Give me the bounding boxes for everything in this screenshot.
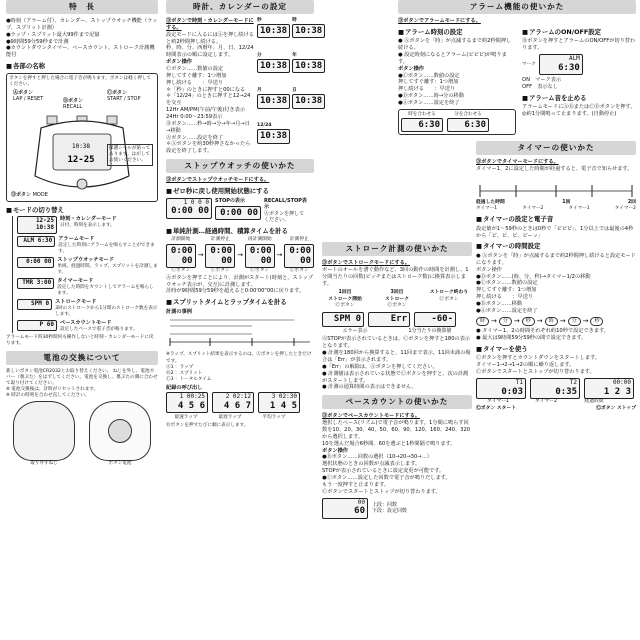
clock-diagram-label: 時 (292, 18, 297, 24)
mode-lcd-value: P 60 (39, 320, 54, 328)
arrow-icon: → (276, 251, 283, 260)
button-a-label: Ⓐボタン LAP / RESET (13, 89, 44, 103)
button-c-label: Ⓒボタン START / STOP (107, 89, 141, 103)
pace-op-item: もう一度押すと止まります。 (322, 481, 390, 488)
stroke-step-label: ストローク終わり (429, 290, 469, 296)
single-lcd-value: 0:00 00 (249, 245, 272, 267)
clock-op-item: 24Hr 0:00〜23:59表示 (166, 114, 223, 121)
alarm-set-item: ● Ⓐボタンを「時」が点滅するまで約2秒間押し続ける。 (398, 38, 512, 52)
clock-diagram-cell (257, 123, 290, 155)
timer-sub-row (476, 206, 636, 212)
timer-set-item: ●Ⓓボタン……(時、分、秒)→タイマー1/2の移動 (476, 273, 591, 280)
battery-illustration: ボタン電池 (89, 401, 151, 467)
single-step (205, 237, 235, 274)
arrow-icon: → (536, 316, 543, 325)
mode-lcd (17, 278, 54, 289)
mode-lcd-value: 0:00 00 (26, 257, 52, 265)
clock-diagram-label: 年 (292, 53, 297, 59)
timer-flow-step: 時 (545, 317, 558, 326)
clock-diagram-cell (257, 88, 290, 120)
stroke-note-item: ●「Err」の解除は、Ⓐボタンを押してください。 (322, 363, 438, 370)
section-header-features: 特 長 (6, 0, 158, 14)
mode-title: ■ モードの切り替え (6, 206, 158, 214)
single-step-lcd (284, 244, 314, 269)
mode-item (17, 257, 158, 276)
svg-text:10:38: 10:38 (71, 142, 91, 150)
mode-name: タイマーモード (57, 277, 94, 284)
arrow-icon: → (559, 316, 566, 325)
stroke-note-item: ⓈSTOPが表示されているときは、Ⓒボタンを押すと180の表示となります。 (322, 336, 471, 350)
clock-op-item: ＊「12/24」のときに押すと12→24を交互 (166, 93, 251, 107)
timer-button-label: Ⓒボタン スタート (476, 406, 517, 412)
alarm-lcd-box: 時を合わせる 6:30 分を合わせる 6:30 (398, 109, 516, 135)
mode-list (12, 216, 158, 333)
lcd-alarm-mark: ALM 6:30 (539, 54, 583, 75)
stroke-step-button: Ⓒボタン (387, 303, 407, 309)
mode-lcd (17, 299, 52, 310)
clock-lcd-value: 10:38 (295, 96, 323, 107)
single-step-button: Ⓒボタン (210, 268, 230, 274)
lcd-timer-elapsed: 00:00 1 2 3 (584, 378, 634, 399)
mode-item (17, 216, 158, 234)
mode-item (17, 320, 158, 333)
mode-lcd-value: 12-25 10:38 (35, 217, 54, 231)
feature-item: ●カウントダウンタイマー、ペースカウント、ストローク計測機能付 (6, 45, 155, 59)
single-step (166, 237, 196, 274)
single-step-lcd (166, 244, 196, 269)
mode-desc (57, 278, 158, 297)
alarm-op-item: 押し続ける ：早送り (398, 86, 456, 93)
clock-diagram-label: 日 (292, 88, 297, 94)
clock-diagram-lcd (257, 24, 290, 38)
stopwatch-intro: Ⓓボタンでストップウオッチモードにする。 (166, 177, 270, 184)
timer-set-item: 押してすぐ離す：1つ増加 (476, 287, 537, 294)
clock-diagram-lcd (257, 129, 290, 143)
lcd-recall-2: 2 02:12 4 6 7 (212, 392, 254, 413)
zero-note: STOPの表示 0:00 00 (215, 198, 261, 221)
mode-text: 3回のストロークから1分間のストローク数を表示します。 (55, 305, 158, 317)
stroke-note-item: ● 計測値は表示されている状態でⒸボタンを押すと、次の計測がスタートします。 (322, 370, 469, 384)
mode-name: 時刻・カレンダーモード (60, 216, 117, 223)
mode-item (17, 278, 158, 297)
clock-lcd-value: 10:38 (260, 96, 288, 107)
single-flow (166, 237, 314, 274)
mode-lcd (17, 236, 55, 247)
timer-button-label: Ⓒボタン ストップ (596, 406, 636, 412)
split-note: ※ラップ、スプリット結果を表示するのは、Ⓐボタンを押したときだけです。 (166, 352, 312, 364)
lcd-stopwatch-zero: 1 0 0 0 0:00 00 (166, 198, 212, 219)
single-step-button: Ⓒボタン (171, 268, 191, 274)
clock-setting-diagram (257, 18, 323, 155)
recall-title: 記録の呼び出し (166, 384, 203, 391)
err-label: エラー表示 (342, 327, 368, 334)
lcd-timer-2: T2 0:35 (530, 378, 580, 399)
split-title: ■ スプリットタイムとラップタイムを計る (166, 298, 314, 306)
recall-foot: Ⓑボタンを押すたびに順に表示します。 (166, 422, 249, 428)
timer-flow (476, 317, 636, 326)
clock-diagram-lcd (257, 94, 290, 108)
clock-diagram-lcd (292, 24, 325, 38)
mode-lcd (17, 216, 57, 234)
arrow-icon: → (513, 316, 520, 325)
clock-diagram-label: 秒 (257, 18, 262, 24)
timer-flow-step: 分 (499, 317, 512, 326)
mode-name: ストロークモード (55, 298, 97, 305)
mode-item (17, 299, 158, 318)
feature-item: ●時刻（アラーム付）、カレンダー、ストップウオッチ機能（ラップ、スプリット計測） (6, 18, 158, 31)
timer-set-item: ボタン操作 (476, 266, 502, 273)
single-lcd-value: 0:00 00 (289, 245, 311, 267)
seal-note: 保護シールが貼ってあります。はがしてお使いください。 (107, 144, 153, 166)
lcd-stroke-3: -60- (414, 312, 456, 326)
clock-op-item: 押してすぐ離す：1つ増加 (166, 72, 227, 79)
stroke-step-label: 1回目 ストローク開始 (328, 290, 362, 302)
single-text2: 計時が9時間59分59秒を超えると0:00'00"00に戻ります。 (166, 288, 305, 295)
min-label: 1分当たりの換算値 (408, 327, 452, 334)
alarm-op-item: ●Ⓓボタン……時→分の移動 (398, 93, 464, 100)
timer-foot-labels (476, 399, 636, 405)
mode-text: 設定したペースで電子音が鳴ります。 (60, 326, 138, 332)
clock-diagram-lcd (292, 94, 325, 108)
lcd-recall-1: 1 00:25 4 5 6 (166, 392, 208, 413)
pace-intro: Ⓓボタンでペースカウントモードにする。 (322, 413, 421, 420)
timer-section: Ⓓボタンでタイマーモードにする。 タイマー1、2に設定した時間が経過すると、電子音で知らせます。 経過した時間 1回 2回 タイマー1 タイマー2 タイマー1 タイマー2 ■ タイマーの設定と電子音 設定値が1〜59秒のときは0秒で「ピピピ」、1分以上では最後の4秒から「ピ、ピ、ピ、ピーッ」 ■ タイマーの時間設定 ● Ⓐボタンを「時」が点滅するまで約2秒間押し続けると設定モードになります。 ボタン操作 ●Ⓓボタン……(時、分、秒)→タイマー1/2の移動 ●Ⓒボタン……数値の設定 押してすぐ離す：1つ増加 押し続ける ：早送り ●Ⓑボタン……移動 ●Ⓐボタン……設定を終了 時 → 分 → 秒 → 時 → 分 → 秒 ● タイマー1、2の時間それぞれ約10秒で設定できます。 ● 最大は9時間59分59秒の間で設定できます。 ■ タイマーを使う Ⓒボタンを押すとカウントダウンをスタートします。 タイマー1→2→1→2の順に繰り返します。 Ⓒボタンでスタートとストップが切り替わります。 T1 0:03 T2 0:35 00:00 1 2 3 タイマー1 タイマー2 経過時間 Ⓒボタン スタート Ⓒボタン ストップ (476, 159, 636, 412)
clock-diagram-label: 分 (257, 53, 262, 59)
alarm-op-item: ●Ⓐボタン……設定を終了 (398, 100, 460, 107)
section-header-stroke: ストローク計測の使いかた (322, 242, 472, 256)
mode-name: アラームモード (58, 235, 95, 242)
single-title: ■ 単純計測…経過時間、積算タイムを計る (166, 227, 314, 235)
mode-desc (57, 257, 158, 276)
timer-flow-step: 秒 (590, 317, 603, 326)
clock-diagram-label: 月 (257, 88, 262, 94)
single-lcd-value: 0:00 00 (170, 245, 193, 267)
clock-text: Ⓓボタンで時刻・カレンダーモードにする。 設定モードに入るにはⒶを押し続けると約2秒間押し続ける。 秒、時、分、西暦年、月、日、12/24時間表示の順に設定します。 ボタン操作 Ⓒボタン……数値の設定 押してすぐ離す：1つ増加 押し続ける ：早送り ＊「秒」のときに押すと00になる ＊「12/24」のときに押すと12→24を交互 12Hr AM/PM(午前/午後)付き表示 24Hr 0:00〜23:59表示 Ⓓボタン……秒→時→分→年→月→日→移動 Ⓐボタン……設定を終了 ＊Ⓐボタンを約30秒押さなかったら設定を終了します。 (166, 18, 254, 155)
mode-lcd (17, 257, 54, 268)
button-b-label: Ⓑボタン RECALL (63, 97, 84, 111)
lcd-alarm-minute: 6:30 (447, 118, 489, 132)
timer-flow-step: 時 (476, 317, 489, 326)
single-step (284, 237, 314, 274)
recall-lcds (166, 392, 314, 413)
single-step-label: 計測開始 (171, 237, 191, 243)
timer-set-item: ●Ⓑボタン……移動 (476, 300, 523, 307)
button-d-label: Ⓓボタン MODE (11, 192, 48, 199)
clock-diagram-cell (292, 88, 325, 120)
alarm-set-item: ● 設定時刻になるとアラーム(ピピピ)が鳴ります。 (398, 52, 507, 65)
clock-op-item: 12Hr AM/PM(午前/午後)付き表示 (166, 107, 245, 114)
lcd-stroke-2: Err (368, 312, 410, 326)
pace-op-item: STOPが表示されているときに設定変更が可能です。 (322, 468, 445, 475)
legend-item: Ⓐ1 ：ラップ (166, 364, 194, 370)
column-clock-stopwatch (166, 0, 323, 429)
single-step-label: 計測停止 (289, 237, 309, 243)
recall-labels (166, 415, 314, 421)
timer-sub-label: タイマー2 (522, 206, 544, 212)
mode-item (17, 236, 158, 255)
timer-diagram (476, 173, 636, 203)
stroke-step-button: Ⓒボタン (439, 296, 459, 302)
clock-lcd-value: 10:38 (295, 61, 323, 72)
clock-diagram-cell (292, 53, 325, 85)
battery-text: 新しいボタン電池CR2032とお取り替えください。 ねじを外し、電池カバー（裏ぶた）をはずしてください。電池を交換し、裏ぶたの溝に合わせて取り付けてください。 ※ 電池交換後は、計時がリセットされます。 ※ 時計の時刻を合わせ直してください。 (6, 368, 158, 399)
mode-lcd (17, 320, 57, 331)
feature-item: ●9時間59分59秒まで計測 (6, 38, 69, 45)
legend-item: Ⓒ3 ：トータルタイム (166, 376, 212, 382)
clock-diagram-cell (257, 53, 290, 85)
section-header-timer: タイマーの使いかた (476, 141, 636, 155)
clock-op-item: Ⓓボタン……秒→時→分→年→月→日→移動 (166, 120, 250, 134)
mode-text: 単純、経過時間、ラップ、スプリットを計測します。 (57, 263, 158, 275)
stroke-text: ボートのオールを漕ぐ動作など、3回の動作の時間を計測し、1分間当たりの回数(ピッチまたはストローク数)に換算表示します。 (322, 266, 469, 287)
stroke-note-item: ● 計測を180回から換算すると、11回まで表示。11回未満の場合は「Err」が表示されます。 (322, 350, 471, 363)
timer-set-item: ●Ⓒボタン……数値の設定 (476, 280, 538, 287)
single-step-lcd (205, 244, 235, 269)
single-lcd-value: 0:00 00 (210, 245, 233, 267)
clock-op-item: 押し続ける ：早送り (166, 79, 224, 86)
clock-diagram-lcd (257, 59, 290, 73)
recall-note: RECALL/STOP表示 Ⓐボタンを押してください。 (264, 197, 307, 224)
svg-text:12-25: 12-25 (67, 154, 95, 165)
clock-op-item: ＊Ⓐボタンを約30秒押さなかったら設定を終了します。 (166, 141, 251, 155)
clock-diagram-cell (292, 18, 325, 50)
arrow-icon: → (582, 316, 589, 325)
lcd-pace: 00 60 (322, 498, 368, 519)
split-legend (166, 365, 314, 383)
timer-sub-label: タイマー2 (614, 206, 636, 212)
pace-text2: 10を選んだ場合6秒間、60を選ぶと1秒間隔で鳴ります。 (322, 440, 456, 447)
timer-buttons (476, 406, 636, 412)
split-sub: 計測の事例 (166, 308, 192, 315)
clock-lcd-value: 10:38 (260, 61, 288, 72)
mode-lcd-value: TMR 3:00 (22, 278, 52, 286)
recall-label: 最速ラップ (174, 414, 198, 420)
arrow-icon: → (197, 251, 204, 260)
lcd-recall-3: 3 02:30 1 4 5 (258, 392, 300, 413)
battery-illustrations (6, 401, 158, 467)
lcd-stroke-1: SPM 0 (322, 312, 364, 326)
mode-name: ペースカウントモード (60, 319, 112, 326)
timer-set-item: ●Ⓐボタン……設定を終了 (476, 307, 538, 314)
single-step-button: Ⓒボタン (250, 268, 270, 274)
section-header-stopwatch: ストップウオッチの使いかた (166, 159, 314, 173)
single-step (245, 237, 275, 274)
stroke-step-label: 3回目 ストローク (385, 290, 409, 302)
lcd-timer-1: T1 0:03 (476, 378, 526, 399)
parts-title: ■ 各部の名称 (6, 62, 158, 70)
pace-op-item: ●Ⓑボタン……回数の選択（10→20→30→…） (322, 454, 432, 461)
alarm-section (398, 25, 636, 135)
zero-diagram (166, 198, 314, 224)
mode-lcd-value: ALM 6:30 (23, 236, 53, 244)
timer-label: 1回 (562, 199, 571, 205)
single-step-label: 計測停止 (210, 237, 230, 243)
pace-text: 選択したペース(リズム)で電子音が鳴ります。1分間に鳴らす回数を10、20、30、40、50、60、90、120、160、240、320から選択します。 (322, 420, 471, 440)
pace-ops-title: ボタン操作 (322, 447, 348, 454)
section-header-battery: 電池の交換について (6, 351, 158, 365)
clock-section (166, 18, 323, 155)
alarm-right: ■ アラームのON/OFF設定 Ⓑボタンを押すとアラームのON/OFFが切り替わります。 マーク ALM 6:30 ON マーク表示 OFF 表示なし ■ アラーム音を止める アラームモードにⒶⒷまたはⒸⒹボタンを押す。 ◎約1分間鳴って止まります。(自動停止) (522, 25, 636, 135)
mode-name: ストップウオッチモード (57, 256, 114, 263)
stroke-step-button: Ⓒボタン (335, 303, 355, 309)
timer-foot-label: タイマー2 (534, 398, 558, 404)
timer-flow-step: 分 (568, 317, 581, 326)
split-diagram (166, 316, 314, 350)
timer-sub-label: タイマー1 (476, 206, 498, 212)
alarm-intro: Ⓓボタンでアラームモードにする。 (398, 18, 481, 25)
pace-op-item: ●Ⓒボタン……設定した回数で電子音が鳴りだします。 (322, 475, 451, 481)
parts-note: ボタンを押すと押した場合に電子音が鳴ります。ボタンは軽く押してください。 (9, 75, 152, 87)
stroke-step (322, 290, 368, 309)
clock-lcd-value: 10:38 (260, 131, 288, 142)
column-alarm-timer (398, 0, 636, 413)
mode-lcd-value: SPM 0 (31, 299, 50, 307)
timer-foot-label: タイマー1 (486, 398, 510, 404)
clock-op-item: Ⓒボタン……数値の設定 (166, 66, 224, 73)
recall-label: 最遅ラップ (218, 414, 242, 420)
pace-diagram (322, 498, 472, 519)
feature-item: ●ラップ・スプリット最大99件まで記憶 (6, 31, 100, 38)
mode-text: 設定した時刻にアラームを鳴らすことができます。 (58, 242, 155, 254)
clock-diagram-cell (257, 18, 290, 50)
column-features (6, 0, 158, 467)
single-step-label: 再計測開始 (247, 237, 272, 243)
alarm-left: ■ アラーム時刻の設定 ● Ⓐボタンを「時」が点滅するまで約2秒間押し続ける。 ● 設定時刻になるとアラーム(ピピピ)が鳴ります。 ボタン操作 ●Ⓒボタン……数値の設定 押してすぐ離す：1つ増加 押し続ける ：早送り ●Ⓓボタン……時→分の移動 ●Ⓐボタン……設定を終了 時を合わせる 6:30 分を合わせる 6:30 (398, 25, 516, 135)
section-header-alarm: アラーム機能の使いかた (398, 0, 636, 14)
alarm-op-item: 押してすぐ離す：1つ増加 (398, 79, 459, 86)
mode-text: 日付、時刻を表示します。 (60, 222, 115, 228)
mode-text: 設定した時間をカウントしてアラームを鳴らします。 (57, 284, 154, 296)
mode-desc (55, 299, 158, 318)
stroke-intro: Ⓓボタンでストロークモードにする。 (322, 260, 410, 267)
pace-op-item: Ⓒボタンでスタートとストップが切り替わります。 (322, 488, 441, 495)
single-text: Ⓐボタンを押すことにより、計測がスタート(時刻と、ストップウオッチ表示が、交互)に計測します。 (166, 274, 314, 288)
timer-label: 2回 (627, 199, 636, 205)
clock-lcd-value: 10:38 (260, 26, 288, 37)
timer-lcds (476, 378, 636, 399)
section-header-pace: ペースカウントの使いかた (322, 395, 472, 409)
recall-label: 平均ラップ (262, 414, 286, 420)
parts-diagram (6, 73, 158, 202)
screw-illustration: 取り外すねじ (13, 401, 75, 467)
legend-item: Ⓑ2 ：スプリット (166, 370, 203, 376)
mode-desc (60, 216, 117, 229)
pace-labels: 上段：回数 下段：設定回数 (372, 501, 408, 515)
clock-diagram-lcd (292, 59, 325, 73)
timer-flow-step: 秒 (522, 317, 535, 326)
pace-ops (322, 454, 472, 495)
clock-diagram-label: 12/24 (257, 123, 272, 129)
mode-note: アラームモード時30秒間何も操作しないと時刻・カレンダーモードに戻ります。 (6, 334, 154, 346)
single-step-button: Ⓒボタン (289, 268, 309, 274)
lcd-alarm-hour: 6:30 (401, 118, 443, 132)
alarm-op-item: ●Ⓒボタン……数値の設定 (398, 72, 460, 79)
arrow-icon: → (237, 251, 243, 260)
clock-op-item: ＊「秒」のときに押すと00になる (166, 86, 246, 93)
single-step-lcd (245, 244, 275, 269)
timer-set-item: ● Ⓐボタンを「時」が点滅するまで約2秒間押し続けると設定モードになります。 (476, 252, 636, 266)
feature-list (6, 18, 158, 59)
timer-foot-label: 経過時間 (584, 398, 604, 404)
timer-set-item: 押し続ける ：早送り (476, 294, 534, 301)
timer-sub-label: タイマー1 (568, 206, 590, 212)
mode-desc (58, 236, 158, 255)
stroke-note-item: ● 計測の通算時間の表示はできません。 (322, 384, 417, 391)
mode-desc (60, 320, 138, 333)
pace-op-item: 選択状態のときの回数が点滅表示します。 (322, 461, 421, 468)
section-header-clock: 時計、カレンダーの設定 (166, 0, 314, 14)
timer-label: 経過した時間 (476, 199, 505, 205)
clock-op-item: Ⓐボタン……設定を終了 (166, 134, 224, 141)
clock-lcd-value: 10:38 (295, 26, 323, 37)
arrow-icon: → (491, 316, 497, 325)
zero-title: ■ ゼロ秒に戻し使用開始状態にする (166, 187, 314, 195)
